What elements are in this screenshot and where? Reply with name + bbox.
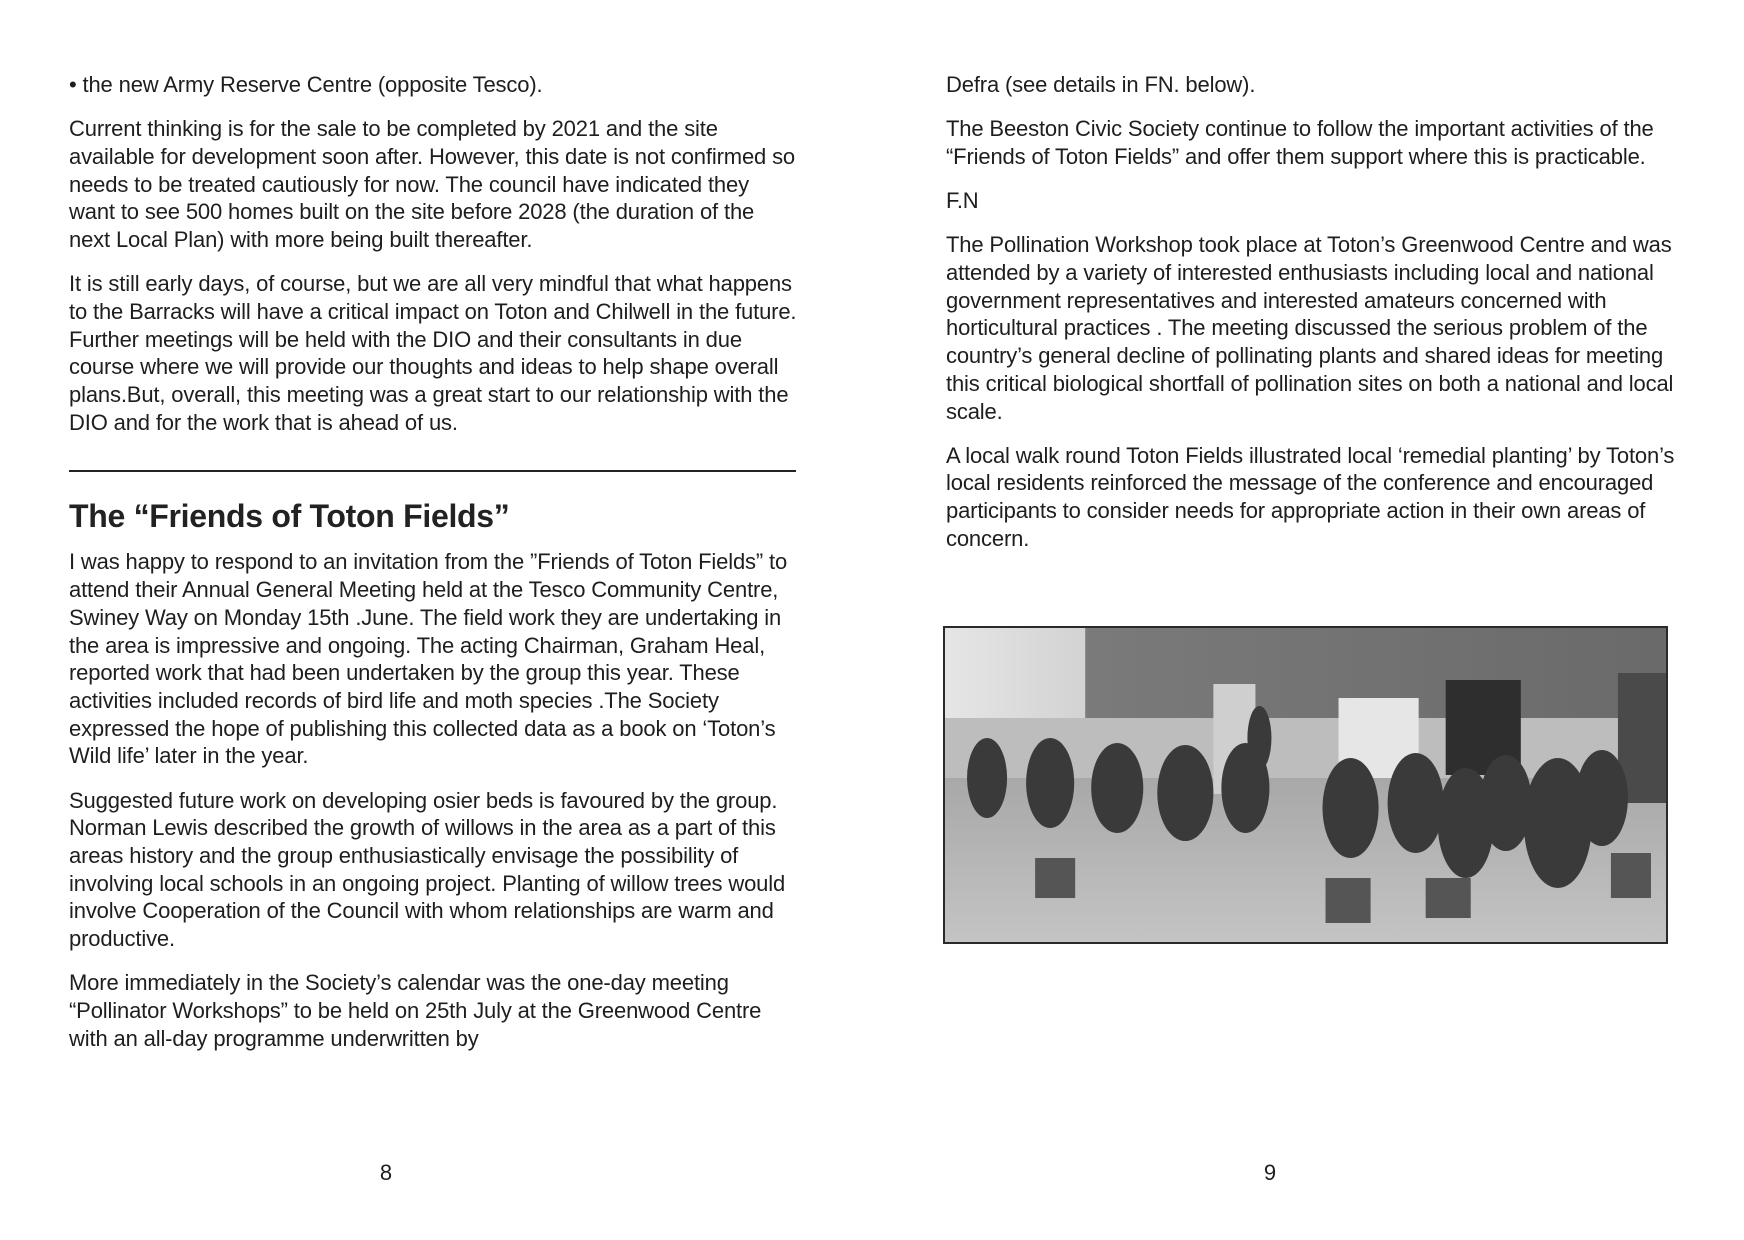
paragraph: Current thinking is for the sale to be completed by 2021 and the site available for development soon after. However, this date is not confirmed so needs to be treated cautiously for now. The council have indicated they want to see 500 homes built on the site before 2028 (the duration of the next Local Plan) with more being built thereafter. — [69, 116, 796, 253]
workshop-photo-image — [945, 628, 1666, 942]
workshop-photo — [943, 626, 1668, 944]
bullet-paragraph: • the new Army Reserve Centre (opposite Tesco). — [69, 72, 543, 97]
paragraph: The Beeston Civic Society continue to follow the important activities of the “Friends of Toton Fields” and offer them support where this is practicable. — [946, 116, 1654, 169]
paragraph: I was happy to respond to an invitation from the ”Friends of Toton Fields” to attend their Annual General Meeting held at the Tesco Community Centre, Swiney Way on Monday 15th .June. The field work they are undertaking in the area is impressive and ongoing. The acting Chairman, Graham Heal, reported work that had been undertaken by the group this year. These activities included records of bird life and moth species .The Society expressed the hope of publishing this collected data as a book on ‘Toton’s Wild life’ later in the year. — [69, 549, 788, 769]
page-number: 8 — [379, 1160, 393, 1185]
paragraph: It is still early days, of course, but we are all very mindful that what happens to the Barracks will have a critical impact on Toton and Chilwell in the future. Further meetings will be held with the DIO and their consultants in due course where we will provide our thoughts and ideas to help shape overall plans.But, overall, this meeting was a great start to our relationship with the DIO and for the work that is ahead of us. — [69, 271, 797, 435]
paragraph: Suggested future work on developing osier beds is favoured by the group. Norman Lewis described the growth of willows in the area as a part of this areas history and the group enthusiastically envisage the possibility of involving local schools in an ongoing project. Planting of willow trees would involve Cooperation of the Council with whom relationships are warm and productive. — [69, 787, 786, 952]
paragraph: The Pollination Workshop took place at Toton’s Greenwood Centre and was attended by a variety of interested enthusiasts including local and national government representatives and interested amateurs concerned with horticultural practices . The meeting discussed the serious problem of the country’s general decline of pollinating plants and shared ideas for meeting this critical biological shortfall of pollination sites on both a national and local scale. — [946, 232, 1674, 424]
section-divider — [69, 470, 796, 472]
paragraph: More immediately in the Society’s calendar was the one-day meeting “Pollinator Workshops” to be held on 25th July at the Greenwood Centre with an all-day programme underwritten by — [69, 970, 762, 1051]
footnote-label: F.N — [946, 188, 979, 214]
page-9 — [872, 0, 1744, 1240]
page-number: 9 — [1263, 1160, 1277, 1185]
photo-window — [945, 628, 1085, 718]
paragraph: Defra (see details in FN. below). — [946, 72, 1256, 97]
paragraph: A local walk round Toton Fields illustrated local ‘remedial planting’ by Toton’s local residents reinforced the message of the conference and encouraged participants to consider needs for appropriate action in their own areas of concern. — [946, 442, 1675, 551]
left-column — [69, 71, 799, 1069]
section-heading: The “Friends of Toton Fields” — [69, 498, 510, 535]
right-column — [946, 71, 1676, 569]
